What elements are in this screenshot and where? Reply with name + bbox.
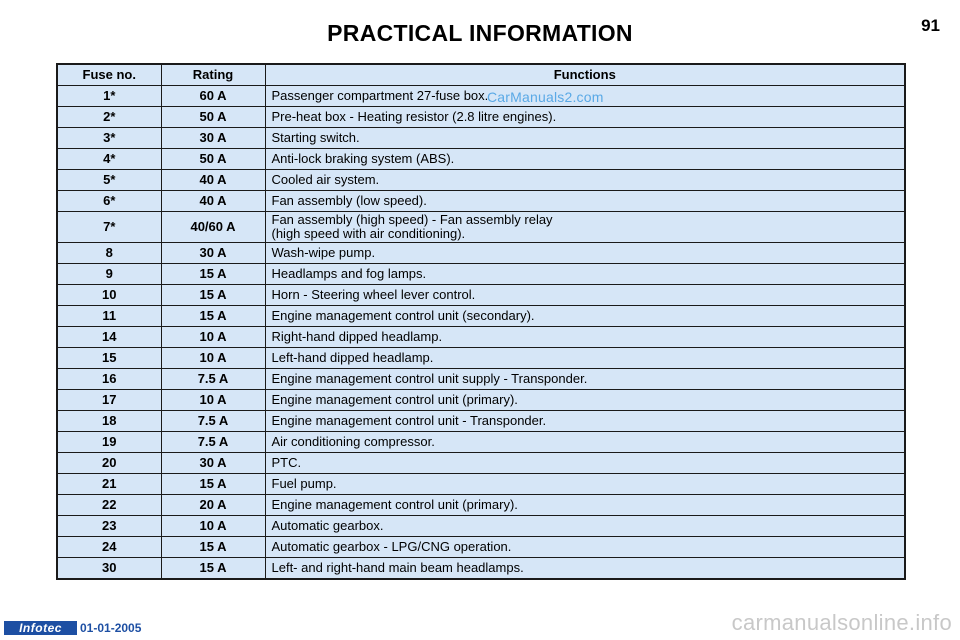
table-row: [57, 495, 905, 516]
table-row: [57, 411, 905, 432]
function-cell: Passenger compartment 27-fuse box.: [265, 86, 905, 107]
function-cell: Engine management control unit supply - Transponder.: [265, 369, 905, 390]
rating-cell: 15 A: [161, 306, 265, 327]
fuse-number-cell: 14: [57, 327, 161, 348]
fuse-number-cell: 20: [57, 453, 161, 474]
rating-cell: 10 A: [161, 327, 265, 348]
table-row: [57, 149, 905, 170]
table-row: [57, 327, 905, 348]
rating-cell: 40/60 A: [161, 212, 265, 243]
function-cell: Fuel pump.: [265, 474, 905, 495]
fuse-number-cell: 24: [57, 537, 161, 558]
table-row: [57, 537, 905, 558]
rating-cell: 60 A: [161, 86, 265, 107]
table-row: [57, 243, 905, 264]
fuse-number-cell: 22: [57, 495, 161, 516]
function-cell: Engine management control unit - Transponder.: [265, 411, 905, 432]
watermark: CarManuals2.com: [487, 89, 604, 105]
function-cell: Left-hand dipped headlamp.: [265, 348, 905, 369]
function-cell: Fan assembly (low speed).: [265, 191, 905, 212]
table-row: [57, 191, 905, 212]
table-row: [57, 453, 905, 474]
table-row: [57, 369, 905, 390]
rating-cell: 40 A: [161, 170, 265, 191]
fuse-number-cell: 2*: [57, 107, 161, 128]
table-row: [57, 306, 905, 327]
function-cell: Pre-heat box - Heating resistor (2.8 litre engines).: [265, 107, 905, 128]
rating-cell: 7.5 A: [161, 369, 265, 390]
footer-site-watermark: carmanualsonline.info: [731, 610, 952, 635]
table-row: [57, 264, 905, 285]
function-cell: Anti-lock braking system (ABS).: [265, 149, 905, 170]
fuse-number-cell: 6*: [57, 191, 161, 212]
function-cell: Automatic gearbox.: [265, 516, 905, 537]
table-row: [57, 170, 905, 191]
fuse-number-cell: 4*: [57, 149, 161, 170]
function-cell: Cooled air system.: [265, 170, 905, 191]
table-header-row: [57, 64, 905, 86]
rating-cell: 30 A: [161, 128, 265, 149]
rating-cell: 10 A: [161, 390, 265, 411]
fuse-number-cell: 5*: [57, 170, 161, 191]
column-header-rating: Rating: [161, 64, 265, 86]
fuse-number-cell: 8: [57, 243, 161, 264]
function-cell: Starting switch.: [265, 128, 905, 149]
function-cell: Air conditioning compressor.: [265, 432, 905, 453]
fuse-number-cell: 30: [57, 558, 161, 580]
fuse-number-cell: 7*: [57, 212, 161, 243]
table-row: [57, 285, 905, 306]
rating-cell: 15 A: [161, 537, 265, 558]
fuse-number-cell: 18: [57, 411, 161, 432]
column-header-fuse-no: Fuse no.: [57, 64, 161, 86]
page-number: 91: [921, 16, 940, 35]
fuse-number-cell: 11: [57, 306, 161, 327]
table-row: [57, 558, 905, 580]
table-row: [57, 128, 905, 149]
function-cell: Fan assembly (high speed) - Fan assembly relay (high speed with air conditioning).: [265, 212, 905, 243]
table-row: [57, 107, 905, 128]
function-cell: Engine management control unit (secondary).: [265, 306, 905, 327]
rating-cell: 10 A: [161, 348, 265, 369]
rating-cell: 15 A: [161, 558, 265, 580]
fuse-number-cell: 19: [57, 432, 161, 453]
infotec-logo: Infotec: [4, 621, 77, 635]
fuse-number-cell: 16: [57, 369, 161, 390]
fuse-number-cell: 10: [57, 285, 161, 306]
table-row: [57, 516, 905, 537]
fuse-table-body: [57, 86, 905, 580]
table-row: [57, 212, 905, 243]
rating-cell: 30 A: [161, 453, 265, 474]
rating-cell: 20 A: [161, 495, 265, 516]
function-cell: Headlamps and fog lamps.: [265, 264, 905, 285]
rating-cell: 15 A: [161, 285, 265, 306]
fuse-table: [56, 63, 906, 580]
rating-cell: 15 A: [161, 474, 265, 495]
rating-cell: 7.5 A: [161, 411, 265, 432]
rating-cell: 40 A: [161, 191, 265, 212]
fuse-number-cell: 23: [57, 516, 161, 537]
rating-cell: 15 A: [161, 264, 265, 285]
function-cell: Engine management control unit (primary).: [265, 390, 905, 411]
fuse-number-cell: 9: [57, 264, 161, 285]
footer-date: 01-01-2005: [80, 621, 142, 635]
table-row: [57, 390, 905, 411]
table-row: [57, 86, 905, 107]
function-cell: Left- and right-hand main beam headlamps.: [265, 558, 905, 580]
rating-cell: 7.5 A: [161, 432, 265, 453]
rating-cell: 10 A: [161, 516, 265, 537]
function-cell: Horn - Steering wheel lever control.: [265, 285, 905, 306]
function-cell: Engine management control unit (primary).: [265, 495, 905, 516]
fuse-number-cell: 15: [57, 348, 161, 369]
fuse-number-cell: 17: [57, 390, 161, 411]
function-cell: Wash-wipe pump.: [265, 243, 905, 264]
table-row: [57, 348, 905, 369]
function-cell: Automatic gearbox - LPG/CNG operation.: [265, 537, 905, 558]
fuse-number-cell: 1*: [57, 86, 161, 107]
fuse-number-cell: 3*: [57, 128, 161, 149]
rating-cell: 30 A: [161, 243, 265, 264]
function-cell: PTC.: [265, 453, 905, 474]
table-row: [57, 474, 905, 495]
table-row: [57, 432, 905, 453]
column-header-functions: Functions: [265, 64, 905, 86]
rating-cell: 50 A: [161, 149, 265, 170]
rating-cell: 50 A: [161, 107, 265, 128]
page-title: PRACTICAL INFORMATION: [327, 20, 633, 46]
function-cell: Right-hand dipped headlamp.: [265, 327, 905, 348]
fuse-number-cell: 21: [57, 474, 161, 495]
